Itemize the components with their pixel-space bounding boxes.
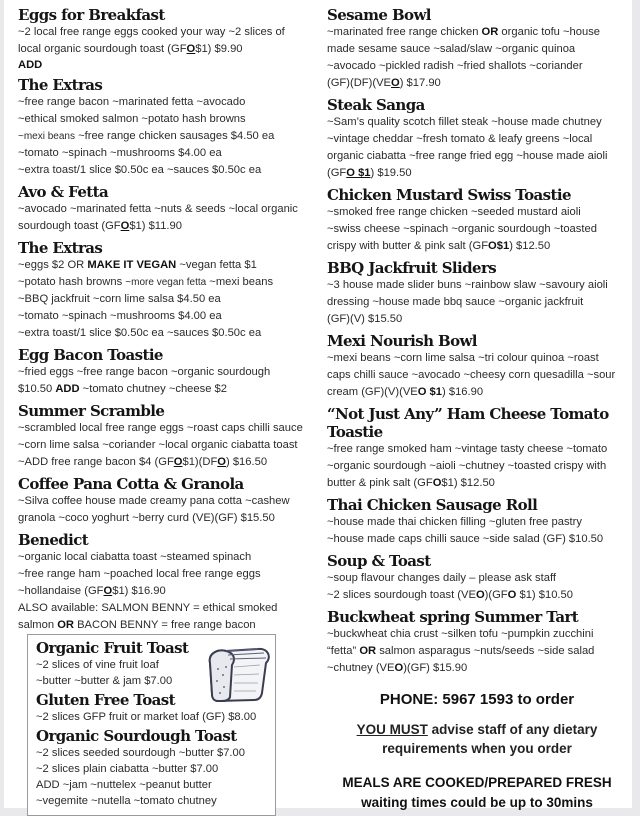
item-desc: caps chilli sauce ~avocado ~cheesy corn quesadilla ~sour — [327, 369, 616, 381]
item-title-cont: Toastie — [327, 423, 383, 441]
menu-item-egg-bacon-toastie — [18, 346, 318, 398]
item-desc: ~extra toast/1 slice $0.50c ea ~sauces $0.50c ea — [18, 327, 262, 339]
gfo-marker: O$1 — [488, 240, 510, 252]
text: ~mexi beans — [18, 131, 75, 142]
item-title: Sesame Bowl — [327, 6, 431, 24]
extras-section-2 — [18, 239, 318, 342]
item-title: Coffee Pana Cotta & Granola — [18, 475, 244, 493]
fresh-notice — [327, 773, 627, 813]
item-desc — [327, 24, 627, 41]
item-desc: ~organic sourdough ~aioli ~chutney ~toasted crispy with — [327, 460, 607, 472]
item-desc — [327, 660, 627, 677]
dietary-line-2: requirements when you order — [382, 741, 572, 756]
item-desc: ~free range ham ~poached local free range eggs — [18, 568, 261, 580]
item-title: Mexi Nourish Bowl — [327, 332, 477, 350]
veo-marker: O — [394, 662, 404, 674]
text: ~ADD free range bacon $4 (GF — [18, 456, 174, 468]
item-desc — [327, 165, 627, 182]
price: )(GF) $15.90 — [403, 662, 468, 674]
text: ~chutney (VE — [327, 662, 395, 674]
veo-marker: O — [391, 77, 400, 89]
text: ~hollandaise (GF — [18, 585, 104, 597]
price: ) $17.90 — [399, 77, 441, 89]
menu-item-ham-cheese-tomato-toastie — [327, 405, 627, 492]
menu-item-organic-fruit-toast — [36, 639, 276, 689]
text: sourdough toast (GF — [18, 220, 121, 232]
item-desc: ~mexi beans ~corn lime salsa ~tri colour quinoa ~roast — [327, 352, 599, 364]
price: ) $12.50 — [509, 240, 551, 252]
menu-item-soup-toast — [327, 552, 627, 604]
right-column — [327, 6, 627, 681]
item-desc — [18, 381, 318, 398]
text: organic tofu ~house — [498, 26, 601, 38]
item-desc: ~Sam’s quality scotch fillet steak ~house made chutney — [327, 116, 602, 128]
menu-item-benedict — [18, 531, 318, 634]
item-desc: ~free range bacon ~marinated fetta ~avocado — [18, 96, 246, 108]
gfo-marker: O $1 — [346, 167, 371, 179]
you-must-label: YOU MUST — [356, 722, 428, 737]
text: ~mexi beans — [206, 276, 274, 288]
item-desc: ~fried eggs ~free range bacon ~organic sourdough — [18, 366, 271, 378]
price: ) $19.50 — [370, 167, 412, 179]
menu-item-summer-scramble — [18, 402, 318, 471]
dfo-marker: O — [217, 456, 226, 468]
item-desc — [327, 75, 627, 92]
item-desc: ~organic local ciabatta toast ~steamed spinach — [18, 551, 252, 563]
item-desc: ADD ~jam ~nuttelex ~peanut butter — [36, 779, 212, 791]
text: cream (GF)(V)(VE — [327, 386, 418, 398]
item-desc: ~tomato ~spinach ~mushrooms $4.00 ea — [18, 147, 222, 159]
toast-box-content — [36, 639, 276, 813]
gfo-marker: O — [120, 220, 130, 232]
item-desc: ~2 slices plain ciabatta ~butter $7.00 — [36, 763, 219, 775]
left-column — [18, 6, 318, 638]
item-desc — [18, 128, 318, 145]
text: ~eggs $2 OR — [18, 259, 88, 271]
text: ~vegan fetta $1 — [176, 259, 257, 271]
menu-item-bbq-jackfruit-sliders — [327, 259, 627, 328]
text: advise staff of any dietary — [427, 722, 598, 737]
menu-item-buckwheat-tart — [327, 608, 627, 677]
item-desc — [327, 384, 627, 401]
item-desc: ~BBQ jackfruit ~corn lime salsa $4.50 ea — [18, 293, 221, 305]
text: ~more vegan fetta — [125, 277, 207, 288]
item-desc: ~house made caps chilli sauce ~side salad (GF) $10.50 — [327, 533, 604, 545]
menu-page — [4, 0, 632, 808]
item-title: Chicken Mustard Swiss Toastie — [327, 186, 571, 204]
item-title: Egg Bacon Toastie — [18, 346, 163, 364]
item-desc: ~2 slices seeded sourdough ~butter $7.00 — [36, 747, 245, 759]
item-desc — [18, 617, 318, 634]
price: $10.50 — [18, 383, 56, 395]
item-desc — [18, 41, 318, 58]
item-desc: ~vintage cheddar ~fresh tomato & leafy greens ~local — [327, 133, 593, 145]
item-desc: (GF)(V) $15.50 — [327, 313, 403, 325]
item-title: Avo & Fetta — [18, 183, 109, 201]
item-desc — [18, 274, 318, 291]
phone-notice: PHONE: 5967 1593 to order — [379, 691, 575, 708]
dietary-line-1 — [327, 720, 627, 739]
gfo-marker: O — [173, 456, 183, 468]
item-desc — [327, 643, 627, 660]
item-desc — [18, 257, 318, 274]
gfo-marker: O — [186, 43, 196, 55]
fresh-line-2: waiting times could be up to 30mins — [361, 795, 593, 810]
item-desc: ALSO available: SALMON BENNY = ethical smoked — [18, 602, 278, 614]
item-title: Benedict — [18, 531, 89, 549]
menu-item-sesame-bowl — [327, 6, 627, 92]
gfo-marker: O — [432, 477, 442, 489]
add-label: ADD — [18, 59, 43, 71]
item-title: Summer Scramble — [18, 402, 165, 420]
price: ) $16.50 — [226, 456, 268, 468]
text: ~marinated free range chicken — [327, 26, 482, 38]
fresh-line-1: MEALS ARE COOKED/PREPARED FRESH — [342, 775, 612, 790]
item-desc: ~corn lime salsa ~coriander ~local organic ciabatta toast — [18, 439, 298, 451]
menu-item-steak-sanga — [327, 96, 627, 182]
item-desc — [18, 454, 318, 471]
text: ~potato hash browns — [18, 276, 126, 288]
item-title: Thai Chicken Sausage Roll — [327, 496, 538, 514]
or-label: OR — [359, 645, 377, 657]
section-title: The Extras — [18, 76, 103, 94]
price: $1) $12.50 — [441, 477, 495, 489]
item-desc — [327, 238, 627, 255]
item-desc: ~buckwheat chia crust ~silken tofu ~pumpkin zucchini — [327, 628, 594, 640]
menu-item-coffee-pana-cotta — [18, 475, 318, 527]
price: $1) $10.50 — [516, 589, 573, 601]
vegan-label: MAKE IT VEGAN — [87, 259, 177, 271]
gfo-marker: O — [507, 589, 517, 601]
text: $1)(DF — [182, 456, 218, 468]
item-desc: ~vegemite ~nutella ~tomato chutney — [36, 795, 217, 807]
item-desc: ~tomato ~spinach ~mushrooms $4.00 ea — [18, 310, 222, 322]
text: crispy with butter & pink salt (GF — [327, 240, 489, 252]
item-desc: organic ciabatta ~free range fried egg ~house made aioli — [327, 150, 608, 162]
item-desc: ~swiss cheese ~spinach ~organic sourdough ~toasted — [327, 223, 597, 235]
item-desc: ~scrambled local free range eggs ~roast caps chilli sauce — [18, 422, 303, 434]
item-desc: ~soup flavour changes daily – please ask staff — [327, 572, 556, 584]
section-title: The Extras — [18, 239, 103, 257]
item-desc: ~2 slices of vine fruit loaf — [36, 659, 159, 671]
text: )(GF — [484, 589, 508, 601]
item-desc: ~extra toast/1 slice $0.50c ea ~sauces $0.50c ea — [18, 164, 262, 176]
text: ~free range chicken sausages $4.50 ea — [74, 130, 275, 142]
toast-box — [27, 634, 276, 816]
item-desc: ~Silva coffee house made creamy pana cotta ~cashew — [18, 495, 290, 507]
text: butter & pink salt (GF — [327, 477, 433, 489]
price: ) $16.90 — [442, 386, 484, 398]
text: “fetta” — [327, 645, 360, 657]
item-title: Organic Fruit Toast — [36, 639, 189, 657]
gfo-marker: O — [103, 585, 113, 597]
menu-item-organic-sourdough-toast — [36, 727, 276, 809]
item-title: BBQ Jackfruit Sliders — [327, 259, 497, 277]
item-title: “Not Just Any” Ham Cheese Tomato — [327, 405, 609, 423]
menu-item-eggs-for-breakfast — [18, 6, 318, 72]
item-desc: ~ethical smoked salmon ~potato hash browns — [18, 113, 246, 125]
text: local organic sourdough toast (GF — [18, 43, 187, 55]
price: $1) $9.90 — [195, 43, 243, 55]
text: ~2 slices sourdough toast (VE — [327, 589, 476, 601]
or-label: OR — [481, 26, 499, 38]
item-desc: dressing ~house made bbq sauce ~organic jackfruit — [327, 296, 584, 308]
item-desc: ~avocado ~pickled radish ~fried shallots ~coriander — [327, 60, 583, 72]
item-desc: ~2 slices GFP fruit or market loaf (GF) $8.00 — [36, 711, 257, 723]
text: BACON BENNY = free range bacon — [73, 619, 256, 631]
item-title: Steak Sanga — [327, 96, 425, 114]
item-desc — [327, 475, 627, 492]
menu-item-avo-fetta — [18, 183, 318, 235]
item-desc: ~avocado ~marinated fetta ~nuts & seeds ~local organic — [18, 203, 298, 215]
or-label: OR — [57, 619, 74, 631]
text: (GF — [327, 167, 347, 179]
item-desc: ~3 house made slider buns ~rainbow slaw ~savoury aioli — [327, 279, 608, 291]
price: $1) $16.90 — [112, 585, 166, 597]
text: (GF)(DF)(VE — [327, 77, 392, 89]
extras-section-1 — [18, 76, 318, 179]
item-desc: ~free range smoked ham ~vintage tasty cheese ~tomato — [327, 443, 608, 455]
menu-item-gluten-free-toast — [36, 691, 276, 725]
menu-item-mexi-nourish-bowl — [327, 332, 627, 401]
item-desc: ~smoked free range chicken ~seeded mustard aioli — [327, 206, 581, 218]
veo-marker: O — [475, 589, 485, 601]
item-desc — [327, 587, 627, 604]
menu-item-chicken-mustard-swiss — [327, 186, 627, 255]
item-title: Organic Sourdough Toast — [36, 727, 237, 745]
veo-marker: O $1 — [417, 386, 443, 398]
item-title: Soup & Toast — [327, 552, 431, 570]
item-title: Eggs for Breakfast — [18, 6, 165, 24]
menu-item-thai-chicken-sausage-roll — [327, 496, 627, 548]
add-label: ADD — [55, 383, 80, 395]
item-desc: ~butter ~butter & jam $7.00 — [36, 675, 173, 687]
item-desc — [18, 218, 318, 235]
item-desc — [18, 583, 318, 600]
item-desc: ~2 local free range eggs cooked your way ~2 slices of — [18, 26, 285, 38]
item-desc: made sesame sauce ~salad/slaw ~organic quinoa — [327, 43, 576, 55]
text: salmon asparagus ~nuts/seeds ~side salad — [376, 645, 595, 657]
text: ~tomato chutney ~cheese $2 — [79, 383, 227, 395]
price: $1) $11.90 — [129, 220, 182, 232]
dietary-notice — [327, 720, 627, 758]
text: salmon — [18, 619, 58, 631]
item-title: Buckwheat spring Summer Tart — [327, 608, 579, 626]
item-title: Gluten Free Toast — [36, 691, 175, 709]
item-desc: ~house made thai chicken filling ~gluten free pastry — [327, 516, 582, 528]
item-desc: granola ~coco yoghurt ~berry curd (VE)(GF) $15.50 — [18, 512, 275, 524]
